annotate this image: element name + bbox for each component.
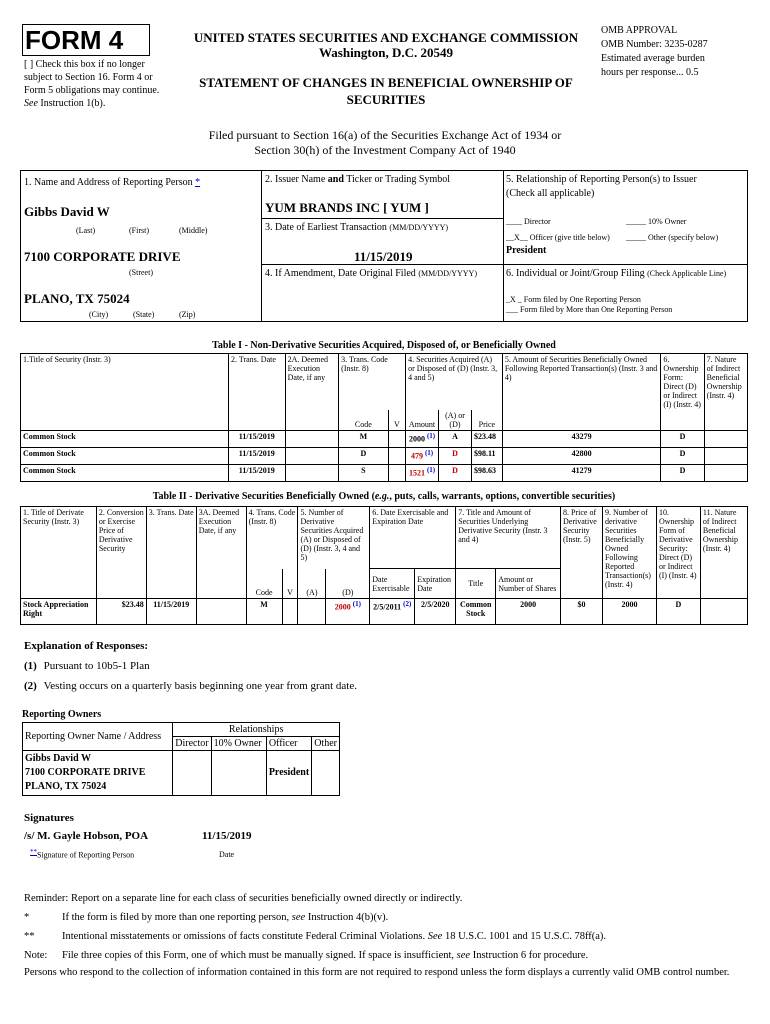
reporting-person-name: Gibbs David W xyxy=(24,204,110,219)
statement-title: STATEMENT OF CHANGES IN BENEFICIAL OWNERSHIP OF SECURITIES xyxy=(199,75,573,107)
form-title-box xyxy=(22,24,150,56)
footer: Reminder: Report on a separate line for each class of securities beneficially owned directly or indirectly. * If the form is filed by more than one reporting person, see Instruction 4(b)(v). ** Intentional misstatements or omissions of facts constitute Federal Criminal Violations. See 18 U.S.C. 1001 and 15 U.S.C. 78ff(a). Note: File three copies of this Form, one of which must be manually signed. If space is insufficient, see Instruction 6 for procedure. Persons who respond to the collection of information contained in this form are not required to respond unless the form displays a currently valid OMB control number. xyxy=(24,893,730,978)
signatures-title: Signatures xyxy=(24,812,74,824)
table2-derivative: 1. Title of Derivate Security (Instr. 3) 2. Conversion or Exercise Price of Derivative Security 3. Trans. Date 3A. Deemed Execution Date, if any 4. Trans. Code (Instr. 8) 5. Number of Derivative Securities Acquired (A) or Disposed of (D) (Instr. 3, 4 and 5) 6. Date Exercisable and Expiration Date 7. Title and Amount of Securities Underlying Derivative Security (Instr. 3 and 4) 8. Price of Derivative Security (Instr. 5) 9. Number of derivative Securities Beneficially Owned Following Reported Transaction(s) (Instr. 4) 10. Ownership Form of Derivative Security: Direct (D) or Indirect (I) (Instr. 4) 11. Nature of Indirect Beneficial Ownership (Instr. 4) Code V (A) (D) Date Exercisable Expiration Date Title Amount or Number of Shares Stock Appreciation Right $23.48 11/15/2019 M 2000 $^{(1)}$ 2/5/2011 $^{(2)}$ 2/5/2020 Common Stock 2000 $0 2000 D xyxy=(20,506,748,625)
box-1-reporting-person: 1. Name and Address of Reporting Person * Gibbs David W (Last) (First) (Middle) 7100 CORPORATE DRIVE (Street) PLANO, TX 75024 (City) (State) (Zip) xyxy=(20,170,262,322)
box-4-amendment: 4. If Amendment, Date Original Filed (MM/DD/YYYY) xyxy=(261,264,504,322)
table-row: Common Stock 11/15/2019 S 1521 $^{(1)}$ D $98.63 41279 D xyxy=(21,464,748,481)
issuer-name: YUM BRANDS INC [ YUM ] xyxy=(265,200,429,215)
box-2-issuer: 2. Issuer Name and Ticker or Trading Symbol YUM BRANDS INC [ YUM ] xyxy=(261,170,504,219)
reporting-person-city: PLANO, TX 75024 xyxy=(24,291,130,306)
agency-line1: UNITED STATES SECURITIES AND EXCHANGE COMMISSION xyxy=(193,30,579,45)
table-row: Stock Appreciation Right $23.48 11/15/2019 M 2000 $^{(1)}$ 2/5/2011 $^{(2)}$ 2/5/2020 Common Stock 2000 $0 2000 D xyxy=(21,599,748,625)
filed-pursuant: Filed pursuant to Section 16(a) of the Securities Exchange Act of 1934 or Section 30(h) of the Investment Company Act of 1940 xyxy=(208,128,562,157)
signature-value: /s/ M. Gayle Hobson, POA xyxy=(24,830,149,842)
reporting-owners-table: Reporting Owner Name / Address Relationships Director 10% Owner Officer Other Gibbs David W 7100 CORPORATE DRIVE PLANO, TX 75024 President xyxy=(22,722,340,796)
earliest-transaction-date: 11/15/2019 xyxy=(354,249,413,264)
checkbox-note: [ ] Check this box if no longer subject to Section 16. Form 4 or Form 5 obligations may continue. See Instruction 1(b). xyxy=(24,59,160,109)
reporting-owners-title: Reporting Owners xyxy=(22,709,102,720)
table-row: Common Stock 11/15/2019 D 479 $^{(1)}$ D $98.11 42800 D xyxy=(21,447,748,464)
reporting-person-street: 7100 CORPORATE DRIVE xyxy=(24,249,181,264)
omb-approval: OMB APPROVAL OMB Number: 3235-0287 Estimated average burden hours per response... 0.5 xyxy=(601,25,708,78)
officer-title: President xyxy=(506,245,547,256)
signature-date: 11/15/2019 xyxy=(202,830,252,842)
explanation-section: Explanation of Responses: (1) Pursuant to 10b5-1 Plan (2) Vesting occurs on a quarterly basis beginning one year from grant date. xyxy=(24,640,357,692)
box-3-earliest-transaction: 3. Date of Earliest Transaction (MM/DD/YYYY) 11/15/2019 xyxy=(261,218,504,265)
table1-nonderivative: 1.Title of Security (Instr. 3) 2. Trans. Date 2A. Deemed Execution Date, if any 3. Trans. Code (Instr. 8) 4. Securities Acquired (A) or Disposed of (D) (Instr. 3, 4 and 5) 5. Amount of Securities Beneficially Owned Following Reported Transaction(s) (Instr. 3 and 4) 6. Ownership Form: Direct (D) or Indirect (I) (Instr. 4) 7. Nature of Indirect Beneficial Ownership (Instr. 4) Code V Amount (A) or (D) Price Common Stock 11/15/2019 M 2000 $^{(1)}$ A $23.48 43279 D Common Stock 11/15/2019 D 479 $^{(1)}$ D $98.11 42800 D Common Stock 11/15/2019 S 1521 $^{(1)}$ D $98.63 41279 D xyxy=(20,353,748,482)
signature-label: **Signature of Reporting Person xyxy=(30,848,135,860)
box-6-filing: 6. Individual or Joint/Group Filing (Check Applicable Line) _X _ Form filed by One Reporting Person ___ Form filed by More than One Reporting Person xyxy=(503,264,748,322)
form-title: FORM 4 xyxy=(25,25,124,55)
table-row: Gibbs David W 7100 CORPORATE DRIVE PLANO, TX 75024 President xyxy=(23,751,340,796)
table2-title: Table II - Derivative Securities Beneficially Owned (e.g., puts, calls, warrants, options, convertible securities) xyxy=(152,491,616,502)
agency-line2: Washington, D.C. 20549 xyxy=(319,45,453,60)
table1-title: Table I - Non-Derivative Securities Acquired, Disposed of, or Beneficially Owned xyxy=(212,340,556,351)
box-5-relationship: 5. Relationship of Reporting Person(s) to Issuer (Check all applicable) ____ Director _____ 10% Owner __X__ Officer (give title below) _____ Other (specify below) President xyxy=(503,170,748,265)
signature-date-label: Date xyxy=(219,850,235,859)
table-row: Common Stock 11/15/2019 M 2000 $^{(1)}$ A $23.48 43279 D xyxy=(21,430,748,447)
